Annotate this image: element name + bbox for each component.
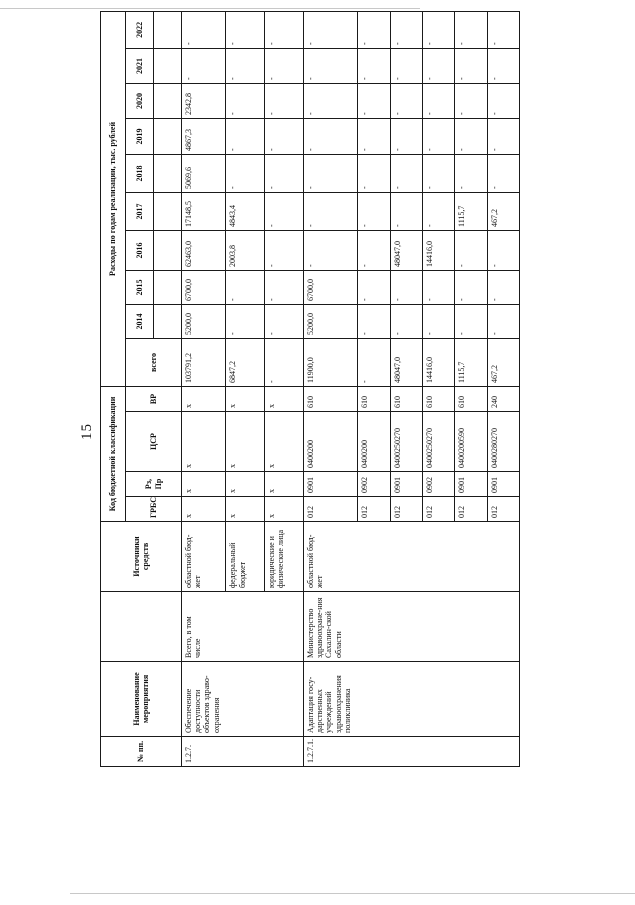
cell-total: 48047,0: [390, 338, 422, 386]
cell-year-value: -: [422, 83, 454, 118]
table-row: [422, 11, 454, 766]
cell-executor: [487, 592, 519, 662]
cell-year-value: -: [265, 230, 304, 270]
cell-year-value: -: [390, 48, 422, 83]
cell-rzpr: x: [182, 472, 226, 497]
cell-csr: 0400280270: [487, 412, 519, 472]
cell-year-value: -: [455, 154, 487, 192]
cell-year-value: -: [182, 48, 226, 83]
cell-name: Обеспечение доступности объектов здраво-охранения: [182, 662, 226, 737]
table-row: [265, 11, 304, 766]
cell-year-value: 4843,4: [226, 192, 265, 230]
cell-vr: 240: [487, 386, 519, 411]
header-num: № пп.: [101, 737, 182, 767]
cell-total: 11900,0: [304, 338, 358, 386]
cell-year-value: -: [304, 154, 358, 192]
header-year: 2020: [126, 83, 154, 118]
cell-year-value: -: [265, 270, 304, 304]
cell-vr: 610: [304, 386, 358, 411]
cell-num: [265, 737, 304, 767]
header-year: 2018: [126, 154, 154, 192]
cell-rzpr: 0901: [390, 472, 422, 497]
cell-year-value: -: [304, 11, 358, 48]
cell-year-value: -: [226, 270, 265, 304]
header-year: 2016: [126, 230, 154, 270]
cell-vr: 610: [455, 386, 487, 411]
cell-year-value: -: [422, 118, 454, 154]
cell-year-value: -: [265, 83, 304, 118]
header-year: 2017: [126, 192, 154, 230]
cell-source: [422, 522, 454, 592]
cell-total: 103791,2: [182, 338, 226, 386]
header-executor: [101, 592, 182, 662]
cell-year-value: -: [455, 230, 487, 270]
cell-csr: x: [265, 412, 304, 472]
budget-table: [100, 11, 520, 767]
cell-source: областной бюд-жет: [304, 522, 358, 592]
cell-year-value: -: [304, 83, 358, 118]
cell-source: [455, 522, 487, 592]
cell-num: [226, 737, 265, 767]
cell-executor: [226, 592, 265, 662]
cell-num: [422, 737, 454, 767]
cell-grbs: 012: [487, 497, 519, 522]
cell-year-value: -: [487, 48, 519, 83]
header-total: всего: [126, 338, 182, 386]
table-row: [487, 11, 519, 766]
cell-vr: x: [182, 386, 226, 411]
cell-year-value: 2003,8: [226, 230, 265, 270]
cell-total: 1115,7: [455, 338, 487, 386]
header-year-blank: [154, 154, 182, 192]
cell-year-value: -: [422, 48, 454, 83]
cell-vr: 610: [422, 386, 454, 411]
cell-year-value: -: [265, 192, 304, 230]
cell-year-value: -: [358, 192, 390, 230]
header-year-blank: [154, 270, 182, 304]
table-body: [182, 11, 520, 766]
header-year-blank: [154, 118, 182, 154]
cell-name: [226, 662, 265, 737]
cell-year-value: -: [265, 11, 304, 48]
cell-year-value: -: [226, 304, 265, 338]
cell-year-value: 467,2: [487, 192, 519, 230]
cell-year-value: -: [265, 154, 304, 192]
cell-rzpr: 0902: [422, 472, 454, 497]
cell-executor: [358, 592, 390, 662]
header-sources: Источники средств: [101, 522, 182, 592]
header-year: 2022: [126, 11, 154, 48]
cell-csr: 0400200590: [455, 412, 487, 472]
header-year-blank: [154, 83, 182, 118]
cell-year-value: -: [455, 118, 487, 154]
cell-executor: [390, 592, 422, 662]
cell-name: [390, 662, 422, 737]
header-csr: ЦСР: [126, 412, 182, 472]
cell-csr: x: [182, 412, 226, 472]
table-row: [455, 11, 487, 766]
cell-executor: [455, 592, 487, 662]
cell-grbs: 012: [390, 497, 422, 522]
cell-year-value: -: [455, 270, 487, 304]
cell-year-value: -: [422, 304, 454, 338]
cell-year-value: -: [487, 118, 519, 154]
header-kbk: Код бюджетной классификации: [101, 386, 126, 521]
table-row: [226, 11, 265, 766]
cell-grbs: x: [226, 497, 265, 522]
page-number: 15: [79, 423, 95, 440]
cell-grbs: 012: [304, 497, 358, 522]
cell-year-value: -: [226, 48, 265, 83]
cell-year-value: -: [226, 118, 265, 154]
cell-executor: [265, 592, 304, 662]
cell-year-value: -: [487, 11, 519, 48]
cell-csr: 0400250270: [422, 412, 454, 472]
cell-year-value: -: [390, 270, 422, 304]
cell-year-value: -: [358, 48, 390, 83]
cell-year-value: -: [358, 270, 390, 304]
cell-rzpr: x: [226, 472, 265, 497]
cell-executor: Министерство здравоохране-ния Сахалин-ской области: [304, 592, 358, 662]
cell-year-value: -: [265, 48, 304, 83]
header-year-blank: [154, 48, 182, 83]
cell-source: областной бюд-жет: [182, 522, 226, 592]
cell-year-value: 5069,6: [182, 154, 226, 192]
cell-year-value: -: [455, 48, 487, 83]
cell-year-value: -: [358, 11, 390, 48]
cell-year-value: -: [390, 192, 422, 230]
cell-grbs: 012: [422, 497, 454, 522]
cell-year-value: -: [390, 304, 422, 338]
cell-num: [390, 737, 422, 767]
cell-num: 1.2.7.1.: [304, 737, 358, 767]
cell-year-value: -: [487, 83, 519, 118]
cell-executor: Всего, в том числе: [182, 592, 226, 662]
cell-year-value: 6700,0: [182, 270, 226, 304]
cell-year-value: -: [358, 230, 390, 270]
cell-executor: [422, 592, 454, 662]
cell-year-value: 4867,3: [182, 118, 226, 154]
cell-vr: 610: [390, 386, 422, 411]
cell-source: [390, 522, 422, 592]
header-year-blank: [154, 192, 182, 230]
cell-total: 467,2: [487, 338, 519, 386]
cell-rzpr: 0901: [487, 472, 519, 497]
header-expenses: Расходы по годам реализации, тыс. рублей: [101, 11, 126, 386]
cell-grbs: x: [265, 497, 304, 522]
cell-year-value: 5200,0: [304, 304, 358, 338]
cell-num: [358, 737, 390, 767]
cell-csr: x: [226, 412, 265, 472]
header-year: 2014: [126, 304, 154, 338]
cell-year-value: -: [358, 118, 390, 154]
cell-name: [487, 662, 519, 737]
scan-bottom-line: [70, 893, 635, 894]
cell-vr: x: [226, 386, 265, 411]
cell-year-value: 2342,8: [182, 83, 226, 118]
cell-total: -: [265, 338, 304, 386]
cell-year-value: -: [487, 230, 519, 270]
header-year: 2021: [126, 48, 154, 83]
cell-rzpr: x: [265, 472, 304, 497]
cell-csr: 0400200: [358, 412, 390, 472]
cell-name: [358, 662, 390, 737]
cell-year-value: 48047,0: [390, 230, 422, 270]
cell-year-value: 6700,0: [304, 270, 358, 304]
cell-year-value: -: [487, 270, 519, 304]
cell-rzpr: 0901: [304, 472, 358, 497]
cell-grbs: 012: [358, 497, 390, 522]
cell-year-value: -: [265, 118, 304, 154]
cell-year-value: -: [390, 118, 422, 154]
cell-year-value: -: [422, 154, 454, 192]
cell-year-value: -: [226, 154, 265, 192]
cell-total: 14416,0: [422, 338, 454, 386]
table-row: [358, 11, 390, 766]
cell-year-value: -: [390, 154, 422, 192]
cell-year-value: 1115,7: [455, 192, 487, 230]
cell-year-value: 17148,5: [182, 192, 226, 230]
cell-rzpr: 0902: [358, 472, 390, 497]
cell-year-value: -: [455, 11, 487, 48]
cell-source: [358, 522, 390, 592]
cell-csr: 0400200: [304, 412, 358, 472]
cell-name: [422, 662, 454, 737]
cell-vr: 610: [358, 386, 390, 411]
cell-year-value: -: [358, 304, 390, 338]
cell-year-value: -: [304, 118, 358, 154]
header-year: 2015: [126, 270, 154, 304]
cell-grbs: 012: [455, 497, 487, 522]
header-rzpr: Рз, Пр: [126, 472, 182, 497]
cell-rzpr: 0901: [455, 472, 487, 497]
cell-source: [487, 522, 519, 592]
cell-year-value: 62463,0: [182, 230, 226, 270]
cell-year-value: -: [358, 154, 390, 192]
header-year-blank: [154, 230, 182, 270]
header-grbs: ГРБС: [126, 497, 182, 522]
cell-year-value: -: [390, 83, 422, 118]
cell-year-value: -: [390, 11, 422, 48]
cell-year-value: -: [487, 154, 519, 192]
cell-year-value: -: [182, 11, 226, 48]
cell-name: [455, 662, 487, 737]
header-vr: ВР: [126, 386, 182, 411]
cell-num: [487, 737, 519, 767]
cell-total: 6847,2: [226, 338, 265, 386]
cell-year-value: -: [304, 48, 358, 83]
cell-source: юридические и физические лица: [265, 522, 304, 592]
table-row: [304, 11, 358, 766]
cell-vr: x: [265, 386, 304, 411]
cell-name: Адаптация госу-дарственных учреждений здравоохранения поликлиника: [304, 662, 358, 737]
cell-year-value: 14416,0: [422, 230, 454, 270]
cell-num: 1.2.7.: [182, 737, 226, 767]
cell-name: [265, 662, 304, 737]
cell-year-value: -: [226, 11, 265, 48]
cell-year-value: -: [422, 270, 454, 304]
cell-csr: 0400250270: [390, 412, 422, 472]
cell-grbs: x: [182, 497, 226, 522]
cell-year-value: -: [304, 192, 358, 230]
table-row: [182, 11, 226, 766]
table-row: [390, 11, 422, 766]
cell-year-value: -: [422, 11, 454, 48]
cell-year-value: -: [265, 304, 304, 338]
cell-source: федеральный бюджет: [226, 522, 265, 592]
cell-num: [455, 737, 487, 767]
cell-year-value: -: [422, 192, 454, 230]
cell-total: -: [358, 338, 390, 386]
cell-year-value: -: [304, 230, 358, 270]
cell-year-value: -: [226, 83, 265, 118]
scan-top-line: [0, 8, 420, 9]
header-year: 2019: [126, 118, 154, 154]
cell-year-value: -: [455, 83, 487, 118]
header-year-blank: [154, 304, 182, 338]
cell-year-value: -: [487, 304, 519, 338]
cell-year-value: 5200,0: [182, 304, 226, 338]
header-year-blank: [154, 11, 182, 48]
rotated-table-frame: [100, 21, 520, 767]
cell-year-value: -: [358, 83, 390, 118]
cell-year-value: -: [455, 304, 487, 338]
rotated-table-wrapper: [100, 21, 520, 767]
header-name: Наименование мероприятия: [101, 662, 182, 737]
